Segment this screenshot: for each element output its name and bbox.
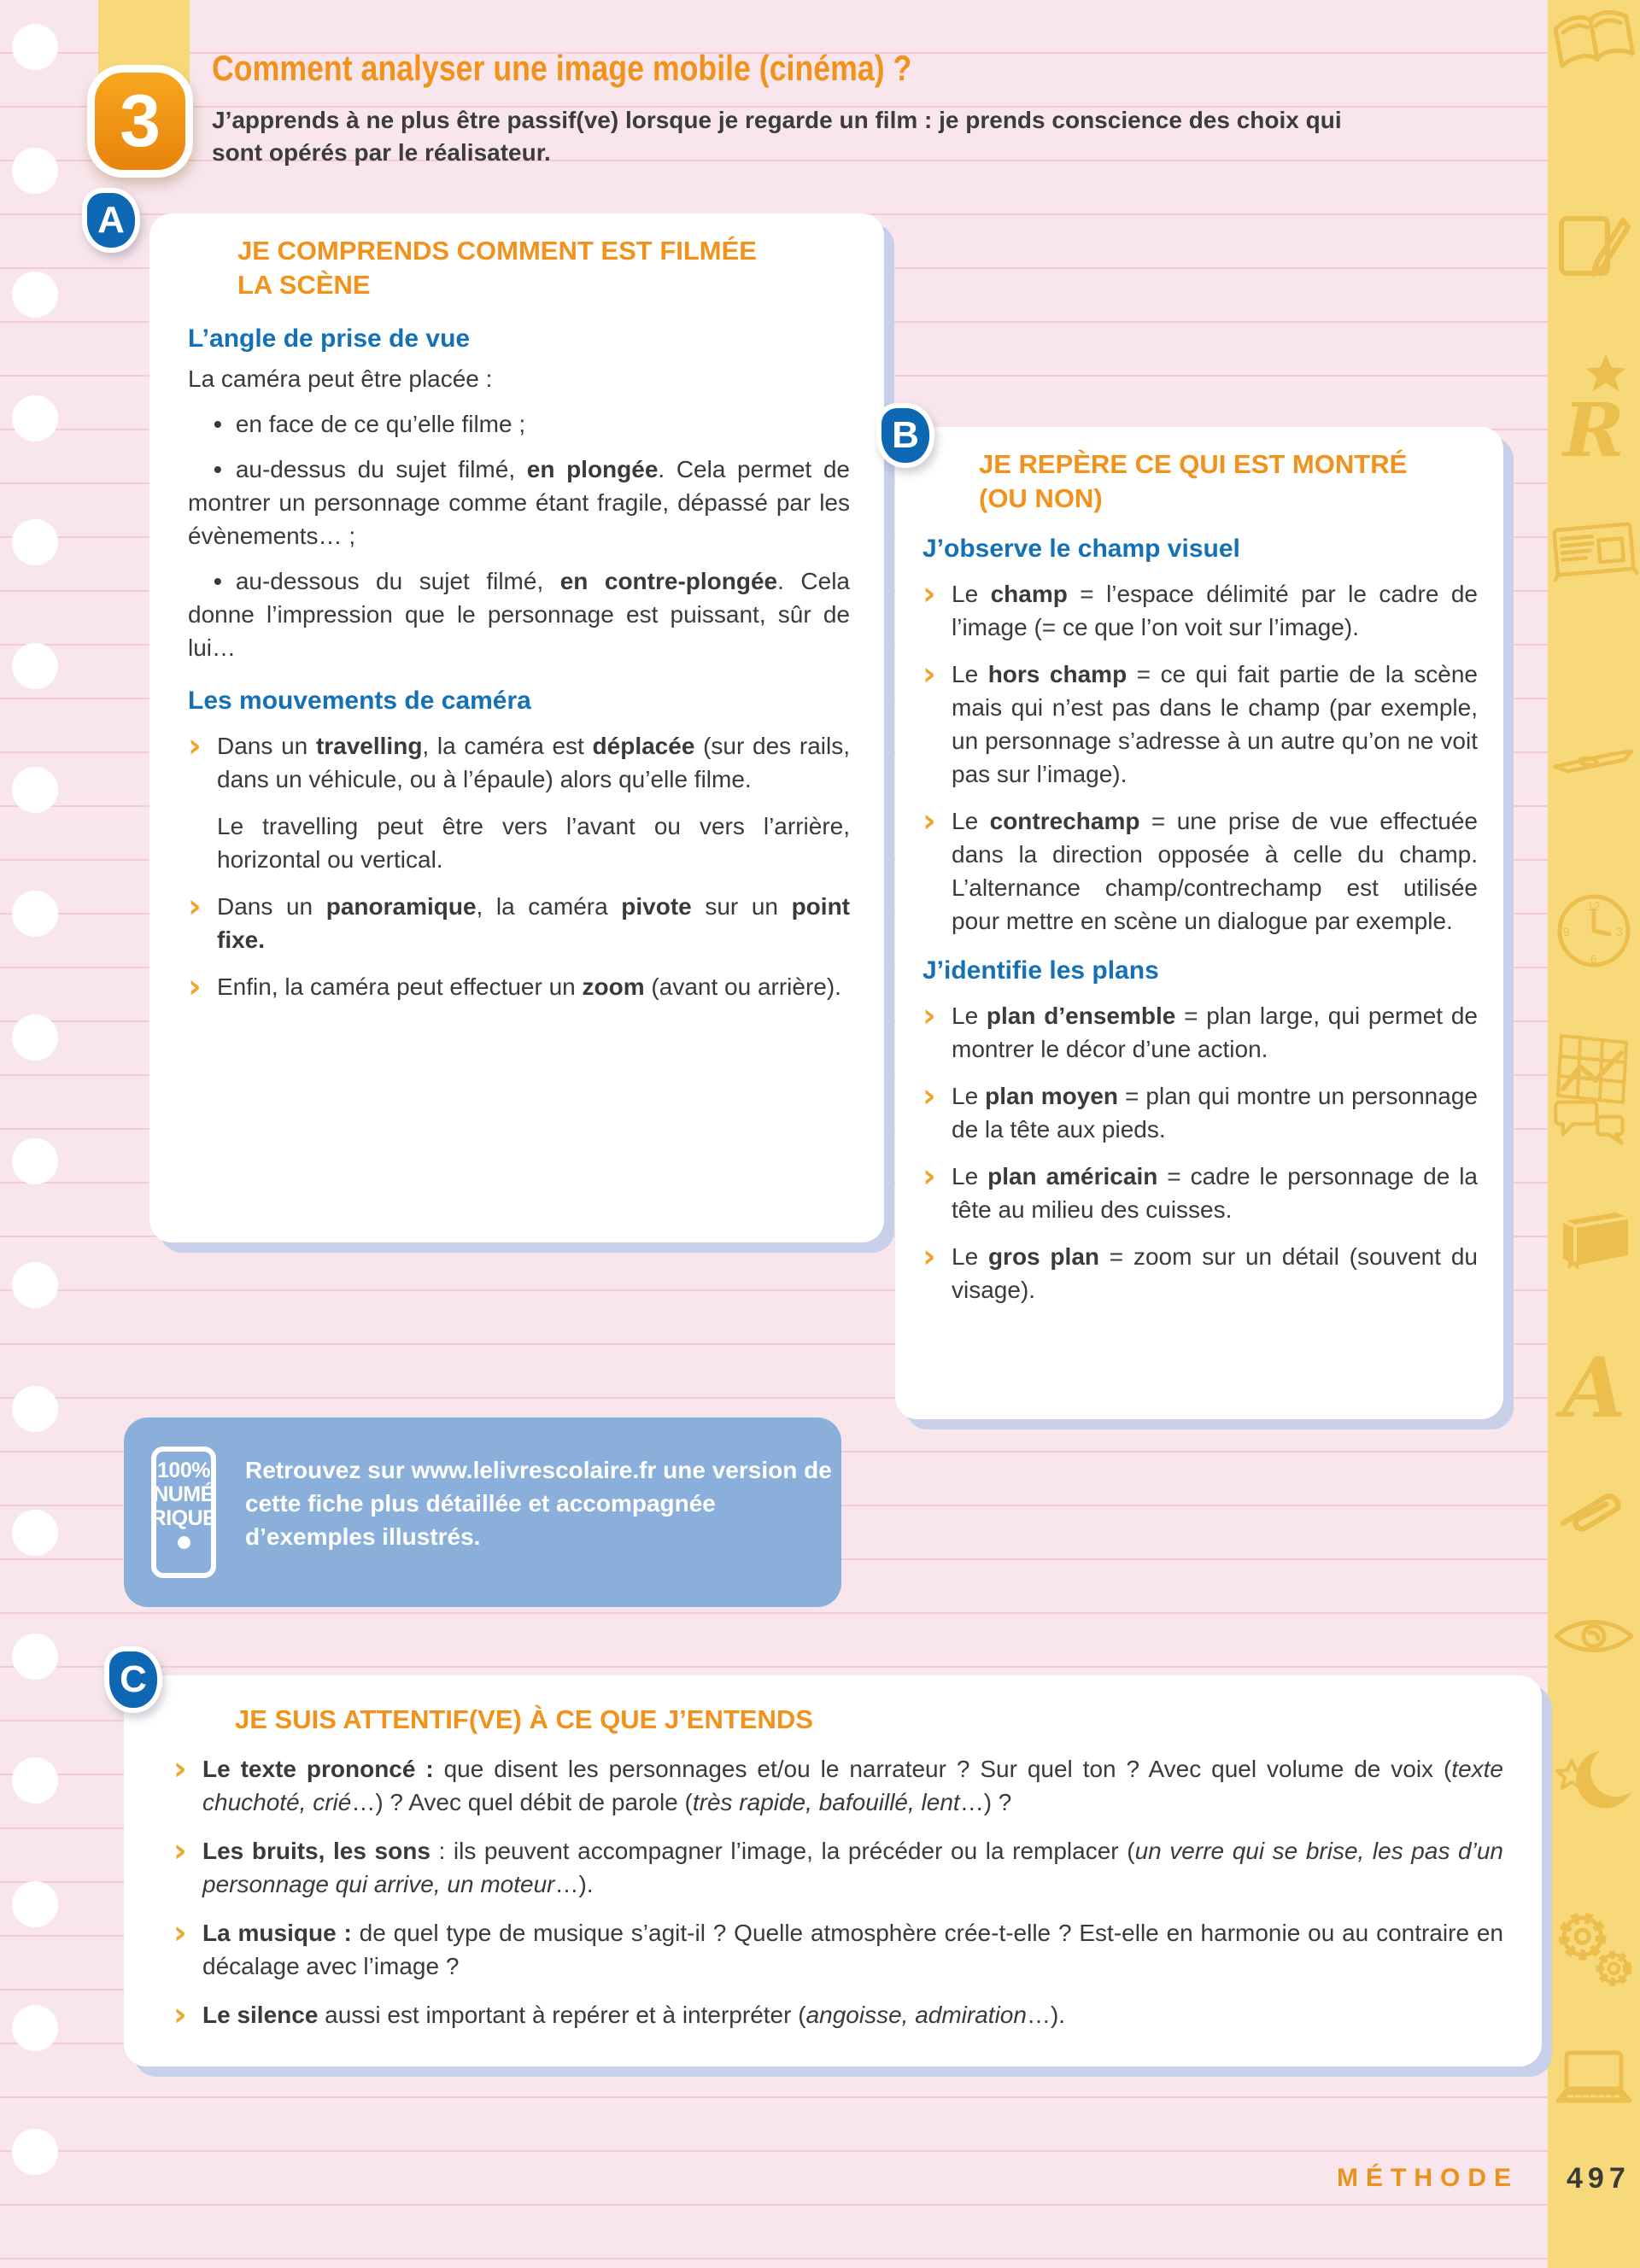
chevron-bullet-icon: ›	[173, 1914, 187, 1951]
chevron-bullet-icon: ›	[173, 1996, 187, 2033]
chevron-bullet-icon: ›	[173, 1750, 187, 1787]
chapter-number-badge	[87, 65, 193, 178]
card-what-i-hear	[124, 1675, 1542, 2066]
binder-hole	[12, 891, 58, 937]
list-item: › Le champ = l’espace délimité par le cadre de l’image (= ce que l’on voit sur l’image).	[922, 575, 1478, 640]
phone-label-line: RIQUE	[150, 1506, 217, 1530]
speech-bubbles-icon	[1551, 1095, 1625, 1148]
page-title: Comment analyser une image mobile (cinéma) ?	[212, 48, 912, 88]
list-item: › La musique : de quel type de musique s’agit-il ? Quelle atmosphère crée-t-elle ? Est-elle en harmonie ou au contraire en décalage avec l’image ?	[173, 1914, 1503, 1979]
decorative-sidebar	[1548, 0, 1640, 2268]
binder-hole	[12, 643, 58, 689]
pen-icon	[1549, 737, 1638, 780]
digital-version-text: Retrouvez sur www.lelivrescolaire.fr une version de cette fiche plus détaillée et accompagnée d’exemples illustrés.	[245, 1457, 832, 1550]
binder-hole	[12, 767, 58, 813]
paperclip-icon	[1549, 1483, 1638, 1539]
phone-label-line: 100%	[157, 1458, 210, 1482]
phone-home-button-icon	[178, 1536, 190, 1549]
section-b-title: JE REPÈRE CE QUI EST MONTRÉ (OU NON)	[979, 449, 1408, 513]
chevron-bullet-icon: ›	[922, 575, 936, 612]
list-item: • au-dessus du sujet filmé, en plongée. Cela permet de montrer un personnage comme étant fragile, dépassé par les évènements… ;	[188, 456, 850, 549]
binder-hole	[12, 1262, 58, 1308]
list-item: › Le plan d’ensemble = plan large, qui permet de montrer le décor d’une action.	[922, 997, 1478, 1062]
binder-hole	[12, 519, 58, 565]
svg-text:3: 3	[1616, 925, 1623, 938]
binder-hole	[12, 1386, 58, 1432]
list-item: › Le hors champ = ce qui fait partie de la scène mais qui n’est pas dans le champ (par exemple, un personnage s’adresse à un autre qu’on ne voit pas sur l’image).	[922, 655, 1478, 787]
page-subtitle: J’apprends à ne plus être passif(ve) lorsque je regarde un film : je prends conscience des choix qui sont opérés par le réalisateur.	[212, 107, 1342, 166]
subheading-identify-shots: J’identifie les plans	[922, 956, 1159, 985]
list-item: › Le plan américain = cadre le personnage de la tête au milieu des cuisses.	[922, 1157, 1478, 1223]
list-item: • en face de ce qu’elle filme ;	[214, 411, 526, 437]
list-item: • au-dessous du sujet filmé, en contre-plongée. Cela donne l’impression que le personnage est puissant, sûr de lui…	[188, 568, 850, 661]
phone-label-line: NUMÉ	[153, 1482, 214, 1506]
svg-text:6: 6	[1590, 952, 1597, 966]
chevron-bullet-icon: ›	[188, 967, 202, 1005]
angle-intro-text: La caméra peut être placée :	[188, 365, 493, 392]
binder-hole	[12, 1014, 58, 1061]
smartphone-icon	[151, 1447, 216, 1578]
list-item: › Dans un travelling, la caméra est déplacée (sur des rails, dans un véhicule, ou à l’épaule) alors qu’elle filme.	[188, 727, 851, 792]
dot-bullet-icon: •	[214, 568, 222, 594]
list-item: › Le gros plan = zoom sur un détail (souvent du visage).	[922, 1237, 1478, 1303]
chapter-number: 3	[120, 79, 161, 162]
binder-hole	[12, 1757, 58, 1803]
section-a-badge	[82, 188, 140, 253]
subheading-angle-of-view: L’angle de prise de vue	[188, 324, 471, 353]
binder-hole	[12, 1510, 58, 1556]
list-item: › Le texte prononcé : que disent les personnages et/ou le narrateur ? Sur quel ton ? Avec quel volume de voix (texte chuchoté, crié…) ? Avec quel débit de parole (très rapide, bafouillé, lent…) ?	[173, 1750, 1503, 1815]
list-item: › Les bruits, les sons : ils peuvent accompagner l’image, la précéder ou la remplacer (un verre qui se brise, les pas d’un personnage qui arrive, un moteur…).	[173, 1832, 1503, 1897]
open-book-icon	[1545, 0, 1640, 83]
binder-hole	[12, 24, 58, 70]
binder-hole	[12, 1881, 58, 1927]
gears-icon	[1551, 1909, 1637, 1991]
footer-page-number: 497	[1567, 2162, 1631, 2195]
card-what-is-shown	[895, 427, 1503, 1419]
clock-icon	[1551, 888, 1637, 973]
letter-r-icon: R	[1563, 388, 1625, 474]
chevron-bullet-icon: ›	[922, 1237, 936, 1275]
list-item: › Le plan moyen = plan qui montre un personnage de la tête aux pieds.	[922, 1077, 1478, 1143]
binder-hole	[12, 2005, 58, 2051]
binder-hole	[12, 1634, 58, 1680]
list-item: › Dans un panoramique, la caméra pivote sur un point fixe.	[188, 887, 850, 953]
svg-text:12: 12	[1587, 899, 1601, 913]
section-a-title: JE COMPRENDS COMMENT EST FILMÉE LA SCÈNE	[237, 236, 757, 300]
closed-book-icon	[1551, 1206, 1637, 1272]
moon-and-star-icon	[1551, 1742, 1637, 1819]
chevron-bullet-icon: ›	[922, 997, 936, 1034]
chevron-bullet-icon: ›	[188, 727, 202, 764]
planner-notebook-icon	[1549, 516, 1639, 585]
footer-section-label: MÉTHODE	[1337, 2164, 1519, 2192]
list-item: › Enfin, la caméra peut effectuer un zoom (avant ou arrière).	[188, 967, 841, 1005]
binder-hole	[12, 272, 58, 318]
chevron-bullet-icon: ›	[188, 887, 202, 925]
laptop-icon	[1551, 2048, 1637, 2109]
eye-icon	[1551, 1614, 1637, 1658]
badge-letter: C	[120, 1658, 147, 1700]
list-item: › Le contrechamp = une prise de vue effectuée dans la direction opposée à celle du champ. L’alternance champ/contrechamp est utilisée pour mettre en scène un dialogue par exemple.	[922, 802, 1478, 934]
badge-letter: A	[97, 199, 125, 241]
svg-text:9: 9	[1563, 925, 1570, 938]
subheading-camera-movements: Les mouvements de caméra	[188, 687, 531, 715]
chevron-bullet-icon: ›	[922, 1157, 936, 1195]
chevron-bullet-icon: ›	[922, 1077, 936, 1114]
digital-version-callout	[124, 1418, 841, 1607]
list-item: Le travelling peut être vers l’avant ou vers l’arrière, horizontal ou vertical.	[217, 813, 850, 873]
dot-bullet-icon: •	[214, 456, 222, 482]
chevron-bullet-icon: ›	[173, 1832, 187, 1869]
chevron-bullet-icon: ›	[922, 802, 936, 839]
dot-bullet-icon: •	[214, 411, 222, 437]
binder-hole	[12, 2129, 58, 2175]
binder-hole	[12, 148, 58, 194]
binder-hole	[12, 395, 58, 441]
list-item: › Le silence aussi est important à repérer et à interpréter (angoisse, admiration…).	[173, 1996, 1066, 2033]
badge-letter: B	[892, 414, 919, 456]
card-how-scene-is-filmed	[149, 213, 884, 1242]
binder-hole	[12, 1138, 58, 1184]
section-c-title: JE SUIS ATTENTIF(VE) À CE QUE J’ENTENDS	[235, 1704, 813, 1734]
section-c-badge	[104, 1646, 162, 1713]
letter-a-icon: A	[1561, 1340, 1626, 1436]
chevron-bullet-icon: ›	[922, 655, 936, 693]
section-b-badge	[876, 403, 934, 468]
subheading-visual-field: J’observe le champ visuel	[922, 535, 1240, 563]
notepad-pencil-icon	[1551, 203, 1637, 289]
